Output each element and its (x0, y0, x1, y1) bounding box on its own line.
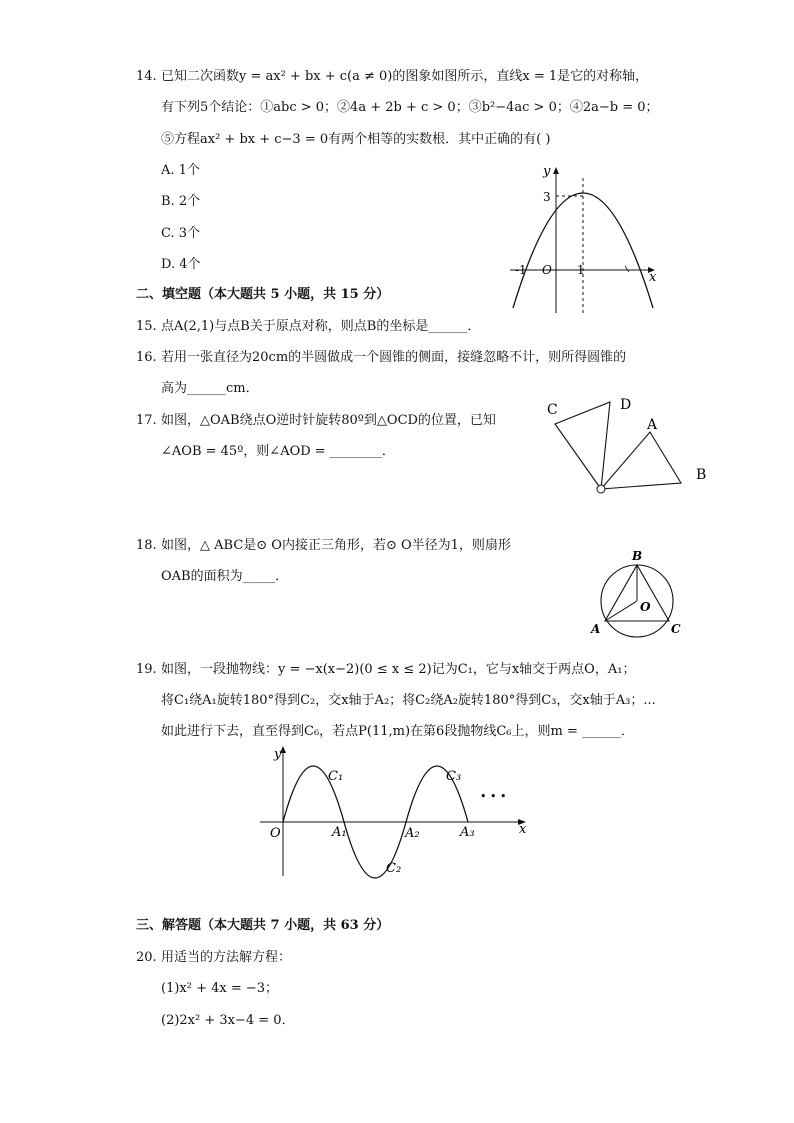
x-label: x (519, 822, 527, 837)
section2-title: 二、填空题（本大题共 5 小题，共 15 分） (136, 287, 390, 302)
q14-number: 14. (136, 69, 157, 84)
q15-number: 15. (136, 319, 157, 334)
label-b: B (632, 549, 643, 563)
q14-line1: 已知二次函数y = ax² + bx + c(a ≠ 0)的图象如图所示，直线x = 1是它的对称轴， (161, 69, 649, 84)
q14-line3: ⑤方程ax² + bx + c−3 = 0有两个相等的实数根．其中正确的有( ) (161, 132, 551, 147)
triangle-oab (601, 432, 681, 489)
triangle-ocd (555, 402, 610, 489)
root-tick (625, 266, 629, 272)
q16-line1: 若用一张直径为20cm的半圆做成一个圆锥的侧面，接缝忽略不计，则所得圆锥的 (161, 350, 627, 365)
label-c: C (671, 622, 681, 636)
q19-line1: 如图，一段抛物线：y = −x(x−2)(0 ≤ x ≤ 2)记为C₁，它与x轴交于两点O，A₁； (161, 662, 636, 677)
q18-circle-figure (585, 545, 690, 640)
q18-line1: 如图，△ ABC是⊙ O内接正三角形，若⊙ O半径为1，则扇形 (161, 538, 511, 553)
label-c: C (547, 402, 558, 418)
y-label: y (543, 164, 551, 179)
origin-label: O (542, 263, 552, 277)
x-label: x (649, 270, 657, 285)
q16-line2: 高为______cm． (161, 381, 259, 396)
q19-line2: 将C₁绕A₁旋转180°得到C₂，交x轴于A₂；将C₂绕A₂旋转180°得到C₃，交x轴于A₃；... (161, 693, 656, 708)
label-c2: C₂ (386, 861, 402, 876)
q16-number: 16. (136, 350, 157, 365)
q17-rotation-figure (540, 390, 720, 500)
q14-line2: 有下列5个结论：①abc > 0；②4a + 2b + c > 0；③b²−4ac > 0；④2a−b = 0； (161, 100, 659, 115)
q14-option-c: C. 3个 (161, 226, 201, 241)
y-axis-arrow (553, 167, 559, 174)
label-a: A (591, 622, 601, 636)
q18-number: 18. (136, 538, 157, 553)
y-label: y (274, 747, 282, 762)
q17-line2: ∠AOB = 45º，则∠AOD = ________． (161, 444, 395, 459)
section3-title: 三、解答题（本大题共 7 小题，共 63 分） (136, 918, 390, 933)
label-three: 3 (543, 190, 551, 204)
label-neg-one: -1 (515, 263, 527, 277)
q20-number: 20. (136, 950, 157, 965)
label-a1: A₁ (332, 825, 347, 840)
label-a: A (647, 417, 658, 433)
label-c1: C₁ (328, 769, 344, 784)
q18-line2: OAB的面积为_____． (161, 569, 289, 584)
q19-parabola-chain-figure (258, 740, 533, 880)
label-one: 1 (577, 263, 585, 277)
q20-eq1: (1)x² + 4x = −3； (161, 981, 279, 996)
q19-number: 19. (136, 662, 157, 677)
label-c3: C₃ (446, 769, 462, 784)
q20-eq2: (2)2x² + 3x−4 = 0． (161, 1013, 295, 1028)
label-a2: A₂ (405, 826, 420, 841)
point-o (597, 485, 605, 493)
continuation-dots: • • • (480, 790, 507, 803)
q20-text: 用适当的方法解方程： (161, 950, 292, 965)
q14-option-d: D. 4个 (161, 257, 201, 272)
label-d: D (620, 397, 632, 413)
origin-label: O (270, 826, 281, 841)
label-a3: A₃ (460, 825, 475, 840)
q14-parabola-graph (505, 158, 665, 318)
q19-line3: 如此进行下去，直至得到C₆，若点P(11,m)在第6段抛物线C₆上，则m = ______． (161, 724, 634, 739)
q17-line1: 如图，△OAB绕点O逆时针旋转80º到△OCD的位置，已知 (161, 413, 496, 428)
label-b: B (696, 467, 707, 483)
q14-option-b: B. 2个 (161, 194, 201, 209)
q14-option-a: A. 1个 (161, 163, 200, 178)
q17-number: 17. (136, 413, 157, 428)
label-o: O (640, 600, 651, 614)
q15-text: 点A(2,1)与点B关于原点对称，则点B的坐标是______． (161, 319, 481, 334)
radius-oa (605, 601, 637, 621)
